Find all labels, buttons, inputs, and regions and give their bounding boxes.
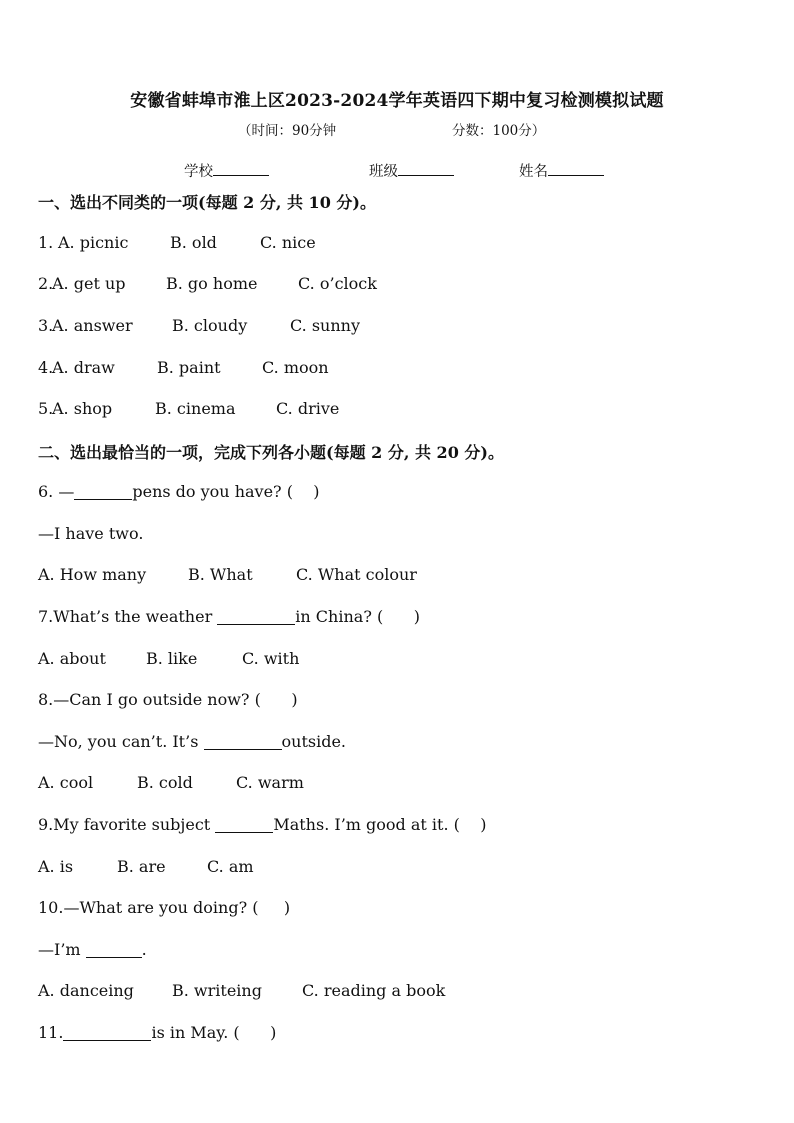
question-stem: 10.—What are you doing? ( ) [38, 898, 291, 917]
answer-blank[interactable] [63, 1024, 151, 1041]
class-label: 班级 [369, 164, 398, 180]
stem-end: Maths. I’m good at it. ( ) [273, 815, 487, 834]
option-a[interactable]: A. danceing [38, 981, 134, 1000]
stem-start: —I’m [38, 940, 86, 959]
stem-start: 9.My favorite subject [38, 815, 216, 834]
question-number: 2. [38, 274, 54, 293]
name-label: 姓名 [519, 164, 548, 180]
option-a[interactable]: A. get up [52, 274, 126, 293]
answer-blank[interactable] [204, 733, 282, 750]
stem-start: 7.What’s the weather [38, 607, 218, 626]
question-number: 1. [38, 233, 59, 252]
option-b[interactable]: B. writeing [172, 981, 262, 1000]
stem-end: is in May. ( ) [151, 1023, 277, 1042]
option-b[interactable]: B. go home [166, 274, 258, 293]
option-c[interactable]: C. What colour [296, 565, 417, 584]
section1-heading: 一、选出不同类的一项(每题 2 分, 共 10 分)。 [38, 193, 376, 212]
option-b[interactable]: B. paint [157, 358, 221, 377]
option-a[interactable]: A. picnic [58, 233, 129, 252]
stem-start: 6. — [38, 482, 75, 501]
option-c[interactable]: C. drive [276, 399, 340, 418]
question-number: 4. [38, 358, 54, 377]
option-c[interactable]: C. sunny [290, 316, 361, 335]
question-stem: 8.—Can I go outside now? ( ) [38, 690, 298, 709]
answer-blank[interactable] [217, 608, 295, 625]
name-blank[interactable] [548, 161, 604, 176]
question-stem [38, 815, 486, 834]
class-blank[interactable] [398, 161, 454, 176]
exam-score: 分数：100分） [452, 123, 546, 139]
exam-title: 安徽省蚌埠市淮上区2023-2024学年英语四下期中复习检测模拟试题 [130, 91, 664, 111]
option-a[interactable]: A. is [38, 857, 74, 876]
question-stem [38, 482, 320, 501]
stem-end: . [141, 940, 147, 959]
dialogue-reply: —I have two. [38, 524, 144, 543]
option-a[interactable]: A. How many [38, 565, 147, 584]
stem-end: pens do you have? ( ) [132, 482, 320, 501]
question-number: 5. [38, 399, 54, 418]
option-a[interactable]: A. answer [52, 316, 133, 335]
option-a[interactable]: A. cool [38, 773, 94, 792]
exam-time: （时间：90分钟 [238, 123, 337, 139]
answer-blank[interactable] [86, 941, 142, 958]
option-b[interactable]: B. cloudy [172, 316, 248, 335]
option-c[interactable]: C. with [242, 649, 300, 668]
section2-heading: 二、选出最恰当的一项，完成下列各小题(每题 2 分, 共 20 分)。 [38, 443, 504, 462]
option-c[interactable]: C. warm [236, 773, 304, 792]
question-stem [38, 1023, 276, 1042]
stem-end: outside. [281, 732, 346, 751]
name-field [519, 160, 604, 181]
option-b[interactable]: B. What [188, 565, 253, 584]
option-c[interactable]: C. am [207, 857, 254, 876]
answer-blank[interactable] [74, 483, 132, 500]
option-b[interactable]: B. like [146, 649, 198, 668]
option-b[interactable]: B. old [170, 233, 217, 252]
option-c[interactable]: C. o’clock [298, 274, 377, 293]
dialogue-reply [38, 732, 346, 751]
option-c[interactable]: C. moon [262, 358, 329, 377]
option-b[interactable]: B. are [117, 857, 166, 876]
question-stem [38, 607, 420, 626]
stem-start: —No, you can’t. It’s [38, 732, 204, 751]
stem-end: in China? ( ) [295, 607, 420, 626]
school-blank[interactable] [213, 161, 269, 176]
option-a[interactable]: A. shop [52, 399, 113, 418]
dialogue-reply [38, 940, 147, 959]
stem-start: 11. [38, 1023, 64, 1042]
question-number: 3. [38, 316, 54, 335]
option-c[interactable]: C. nice [260, 233, 316, 252]
school-label: 学校 [184, 164, 213, 180]
option-a[interactable]: A. draw [52, 358, 115, 377]
school-field [184, 160, 269, 181]
answer-blank[interactable] [215, 816, 273, 833]
option-b[interactable]: B. cold [137, 773, 193, 792]
option-a[interactable]: A. about [38, 649, 106, 668]
option-c[interactable]: C. reading a book [302, 981, 446, 1000]
option-b[interactable]: B. cinema [155, 399, 236, 418]
class-field [369, 160, 454, 181]
